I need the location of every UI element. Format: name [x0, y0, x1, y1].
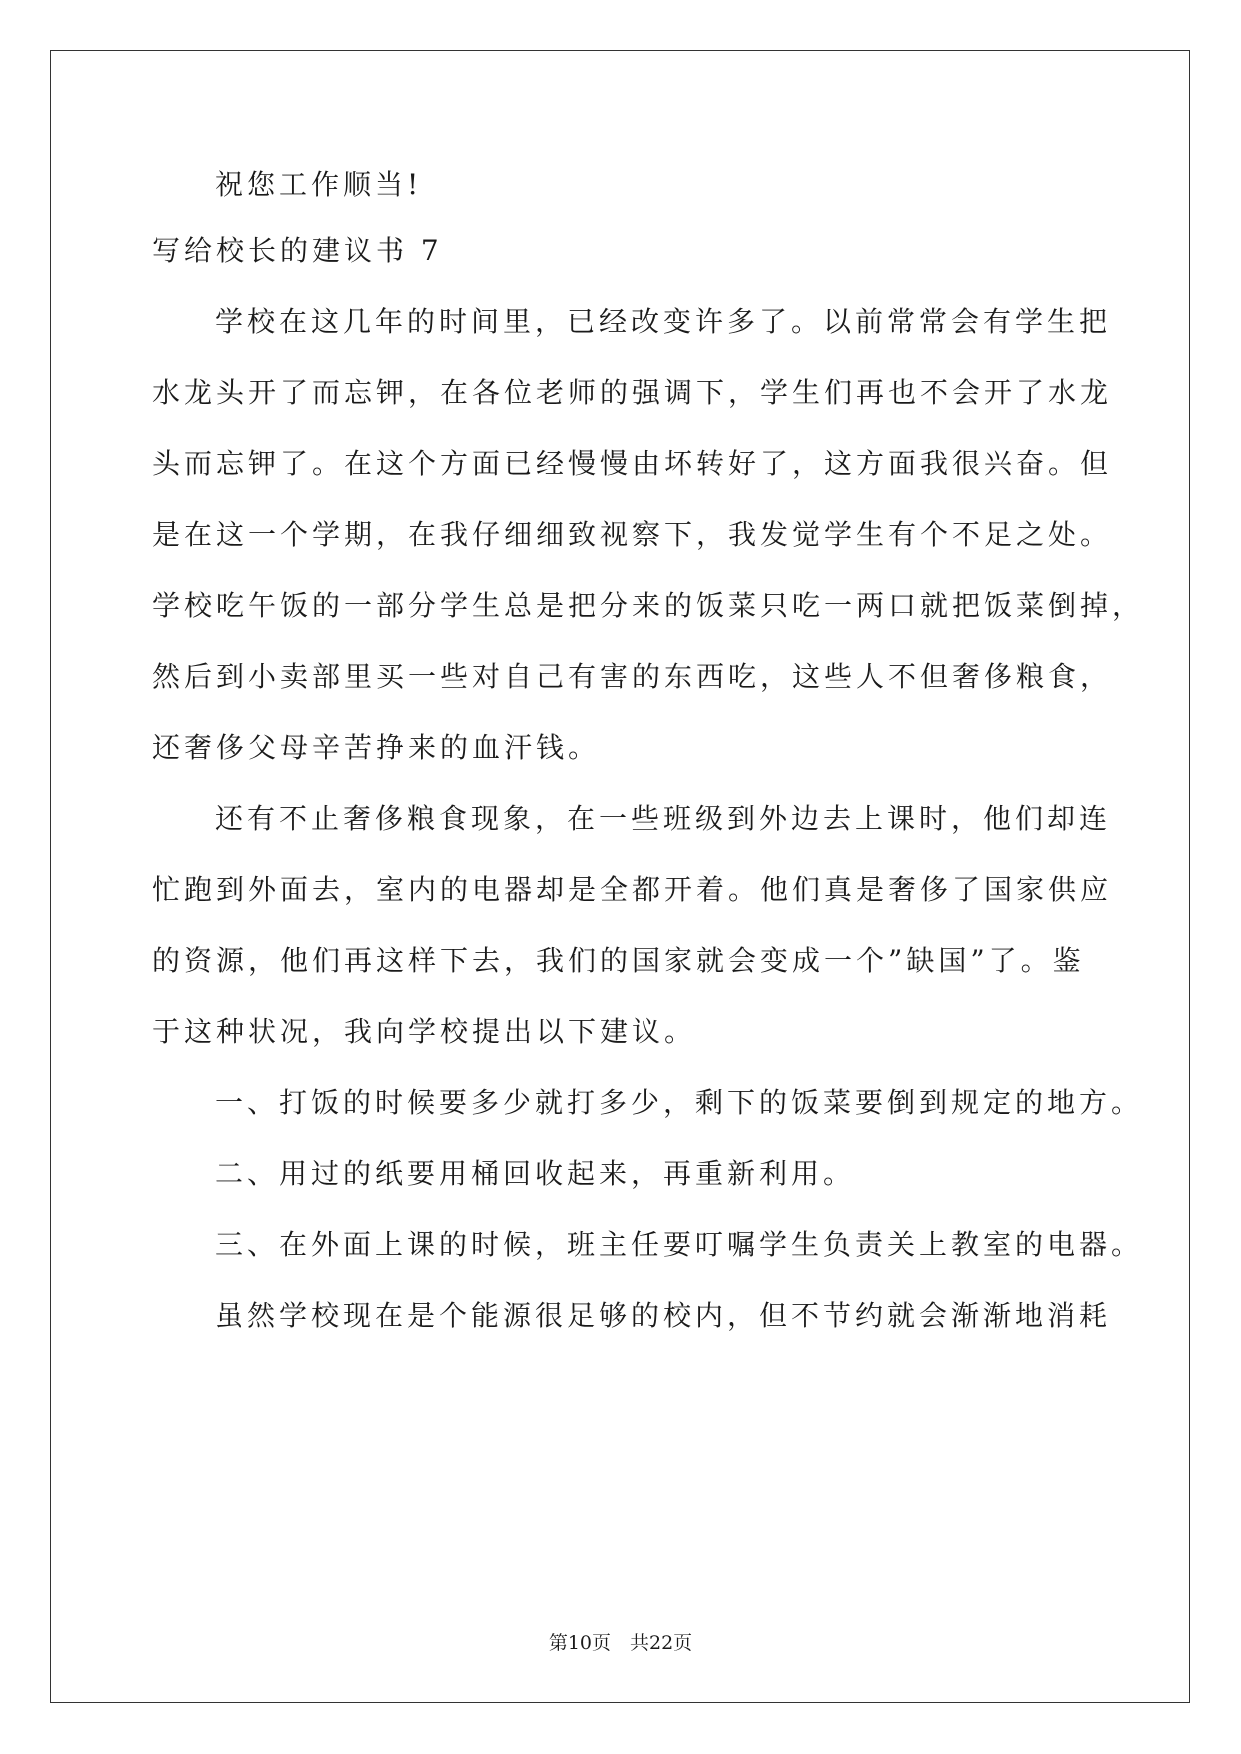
closing-line: 祝您工作顺当! [215, 168, 423, 201]
section-title: 写给校长的建议书 7 [152, 234, 443, 267]
paragraph-line: 还有不止奢侈粮食现象，在一些班级到外边去上课时，他们却连 [215, 802, 1112, 835]
suggestion-item-2: 二、用过的纸要用桶回收起来，再重新利用。 [215, 1157, 856, 1190]
paragraph-line: 于这种状况，我向学校提出以下建议。 [152, 1015, 697, 1048]
paragraph-line: 然后到小卖部里买一些对自己有害的东西吃，这些人不但奢侈粮食， [152, 660, 1113, 693]
paragraph-line: 还奢侈父母辛苦挣来的血汗钱。 [152, 731, 601, 764]
suggestion-item-1: 一、打饭的时候要多少就打多少，剩下的饭菜要倒到规定的地方。 [215, 1086, 1144, 1119]
paragraph-line: 虽然学校现在是个能源很足够的校内，但不节约就会渐渐地消耗 [215, 1299, 1112, 1332]
paragraph-line: 头而忘钾了。在这个方面已经慢慢由坏转好了，这方面我很兴奋。但 [152, 447, 1113, 480]
page-number-label: 第10页 共22页 [548, 1632, 693, 1654]
paragraph-line: 学校在这几年的时间里，已经改变许多了。以前常常会有学生把 [215, 305, 1112, 338]
page-footer [0, 1630, 1241, 1656]
paragraph-line: 的资源，他们再这样下去，我们的国家就会变成一个”缺国”了。鉴 [152, 944, 1085, 977]
suggestion-item-3: 三、在外面上课的时候，班主任要叮嘱学生负责关上教室的电器。 [215, 1228, 1144, 1261]
paragraph-line: 学校吃午饭的一部分学生总是把分来的饭菜只吃一两口就把饭菜倒掉， [152, 589, 1145, 622]
paragraph-line: 水龙头开了而忘钾，在各位老师的强调下，学生们再也不会开了水龙 [152, 376, 1113, 409]
paragraph-line: 是在这一个学期，在我仔细细致视察下，我发觉学生有个不足之处。 [152, 518, 1113, 551]
paragraph-line: 忙跑到外面去，室内的电器却是全都开着。他们真是奢侈了国家供应 [152, 873, 1113, 906]
